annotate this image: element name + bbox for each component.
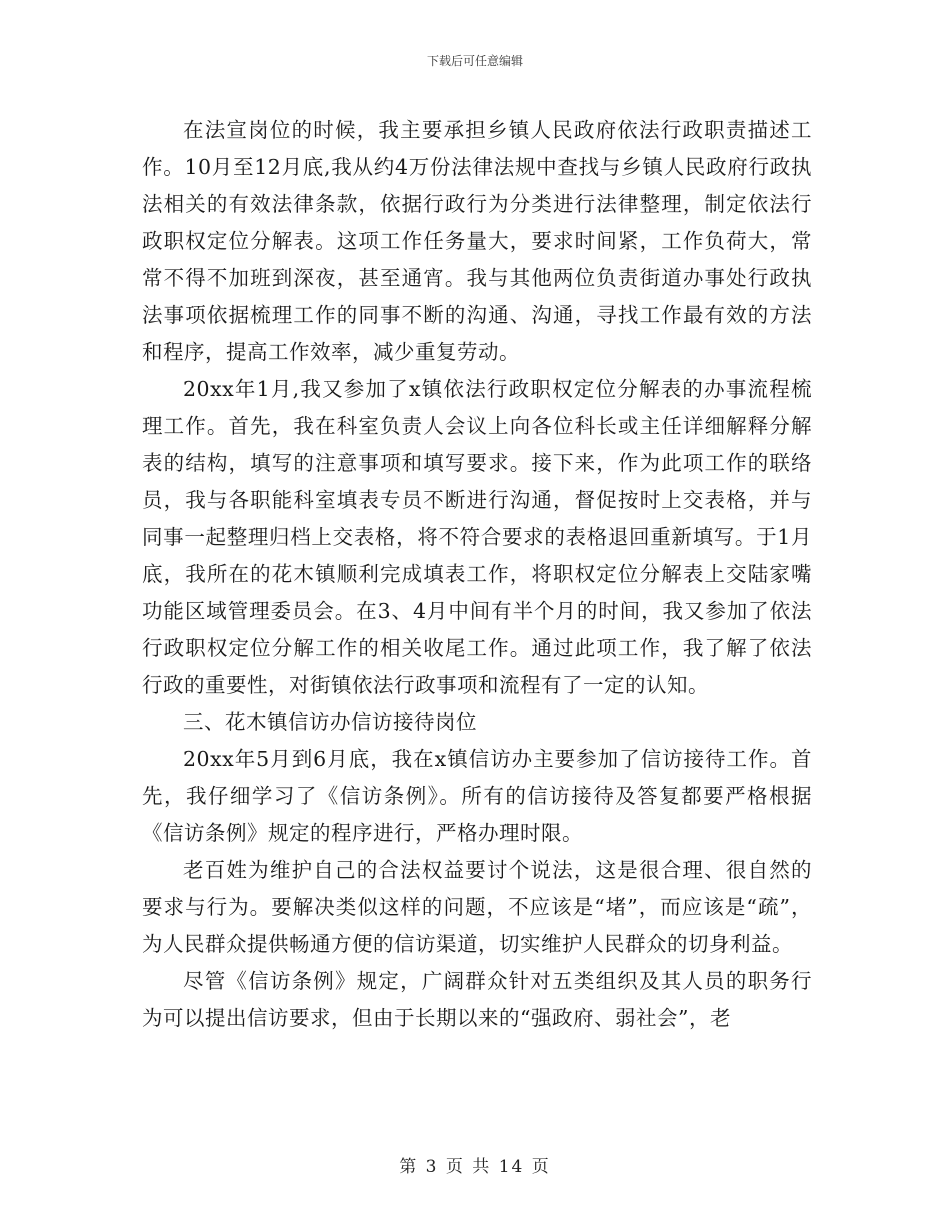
document-body — [142, 112, 812, 1037]
page-header: 下载后可任意编辑 — [426, 54, 523, 68]
section-heading-petition: 三、花木镇信访办信访接待岗位 — [183, 710, 477, 734]
paragraph-process-review: 20xx年1月,我又参加了x镇依法行政职权定位分解表的办事流程梳理工作。首先，我在科室负责人会议上向各位科长或主任详细解释分解表的结构，填写的注意事项和填写要求。接下来，作为此项工作的联络员，我与各职能科室填表专员不断进行沟通，督促按时上交表格，并与同事一起整理归档上交表格，将不符合要求的表格退回重新填写。于1月底，我所在的花木镇顺利完成填表工作，将职权定位分解表上交陆家嘴功能区域管理委员会。在3、4月中间有半个月的时间，我又参加了依法行政职权定位分解工作的相关收尾工作。通过此项工作，我了解了依法行政的重要性，对街镇依法行政事项和流程有了一定的认知。 — [142, 377, 812, 697]
page-footer: 第 3 页 共 14 页 — [399, 1157, 551, 1177]
paragraph-citizen-rights: 老百姓为维护自己的合法权益要讨个说法，这是很合理、很自然的要求与行为。要解决类似这样的问题，不应该是“堵”，而应该是“疏”，为人民群众提供畅通方便的信访渠道，切实维护人民群众的切身利益。 — [142, 858, 812, 956]
paragraph-petition-work: 20xx年5月到6月底，我在x镇信访办主要参加了信访接待工作。首先，我仔细学习了《信访条例》。所有的信访接待及答复都要严格根据《信访条例》规定的程序进行，严格办理时限。 — [142, 747, 812, 845]
paragraph-legal-post: 在法宣岗位的时候，我主要承担乡镇人民政府依法行政职责描述工作。10月至12月底,我从约4万份法律法规中查找与乡镇人民政府行政执法相关的有效法律条款，依据行政行为分类进行法律整理，制定依法行政职权定位分解表。这项工作任务量大，要求时间紧，工作负荷大，常常不得不加班到深夜，甚至通宵。我与其他两位负责街道办事处行政执法事项依据梳理工作的同事不断的沟通、沟通，寻找工作最有效的方法和程序，提高工作效率，减少重复劳动。 — [142, 118, 812, 364]
paragraph-regulations: 尽管《信访条例》规定，广阔群众针对五类组织及其人员的职务行为可以提出信访要求，但由于长期以来的“强政府、弱社会”，老 — [142, 969, 812, 1030]
